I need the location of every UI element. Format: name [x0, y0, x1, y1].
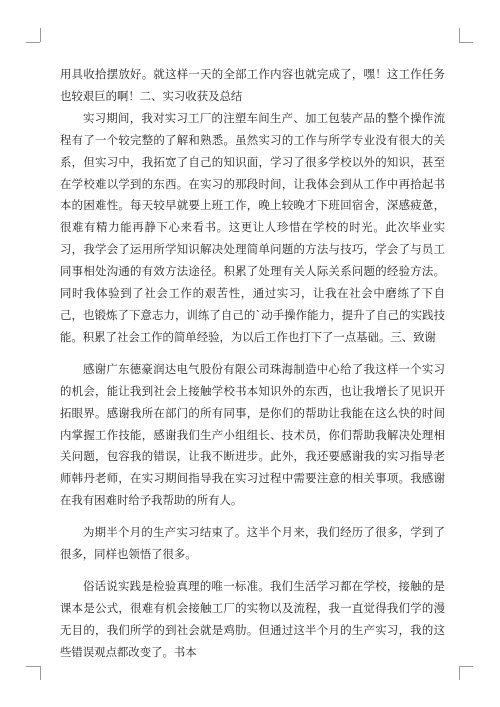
paragraph-continuation: 用具收拾摆放好。就这样一天的全部工作内容也就完成了，嘿！这工作任务也较艰巨的啊！二、实习收获及总结	[60, 67, 445, 103]
paragraph-conclusion: 为期半个月的生产实习结束了。这半个月来，我们经历了很多，学到了很多，同样也领悟了很多。	[60, 525, 445, 562]
paragraph-practice-reflection: 俗话说实践是检验真理的唯一标准。我们生活学习都在学校，接触的是课本是公式，很难有机会接触工厂的实物以及流程，我一直觉得我们学的漫无目的，我们所学的到社会就是鸡肋。但通过这半个月的生产实习，我的这些错误观点都改变了。书本	[60, 578, 445, 659]
paragraph-acknowledgements: 感谢广东德豪润达电气股份有限公司珠海制造中心给了我这样一个实习的机会，能让我到社会上接触学校书本知识外的东西，也让我增长了见识开拓眼界。感谢我所在部门的所有同事，是你们的帮助让我能在这么快的时间内掌握工作技能，感谢我们生产小组组长、技术员，你们帮助我解决处理相关问题，包容我的错误，让我不断进步。此外，我还要感谢我的实习指导老师韩丹老师，在实习期间指导我在实习过程中需要注意的相关事项。我感谢在我有困难时给予我帮助的所有人。	[60, 361, 445, 508]
document-body	[60, 64, 445, 664]
paragraph-internship-summary: 实习期间，我对实习工厂的注塑车间生产、加工包装产品的整个操作流程有了一个较完整的了解和熟悉。虽然实习的工作与所学专业没有很大的关系，但实习中，我拓宽了自己的知识面，学习了很多学校以外的知识，甚至在学校难以学到的东西。在实习的那段时间，让我体会到从工作中再拾起书本的困难性。每天较早就要上班工作，晚上较晚才下班回宿舍，深感疲惫，很难有精力能再静下心来看书。这更让人珍惜在学校的时光。此次毕业实习，我学会了运用所学知识解决处理简单问题的方法与技巧，学会了与员工同事相处沟通的有效方法途径。积累了处理有关人际关系问题的经验方法。同时我体验到了社会工作的艰苦性，通过实习，让我在社会中磨练了下自己，也锻炼了下意志力，训练了自己的`动手操作能力，提升了自己的实践技能。积累了社会工作的简单经验，为以后工作也打下了一点基础。三、致谢	[60, 110, 445, 344]
